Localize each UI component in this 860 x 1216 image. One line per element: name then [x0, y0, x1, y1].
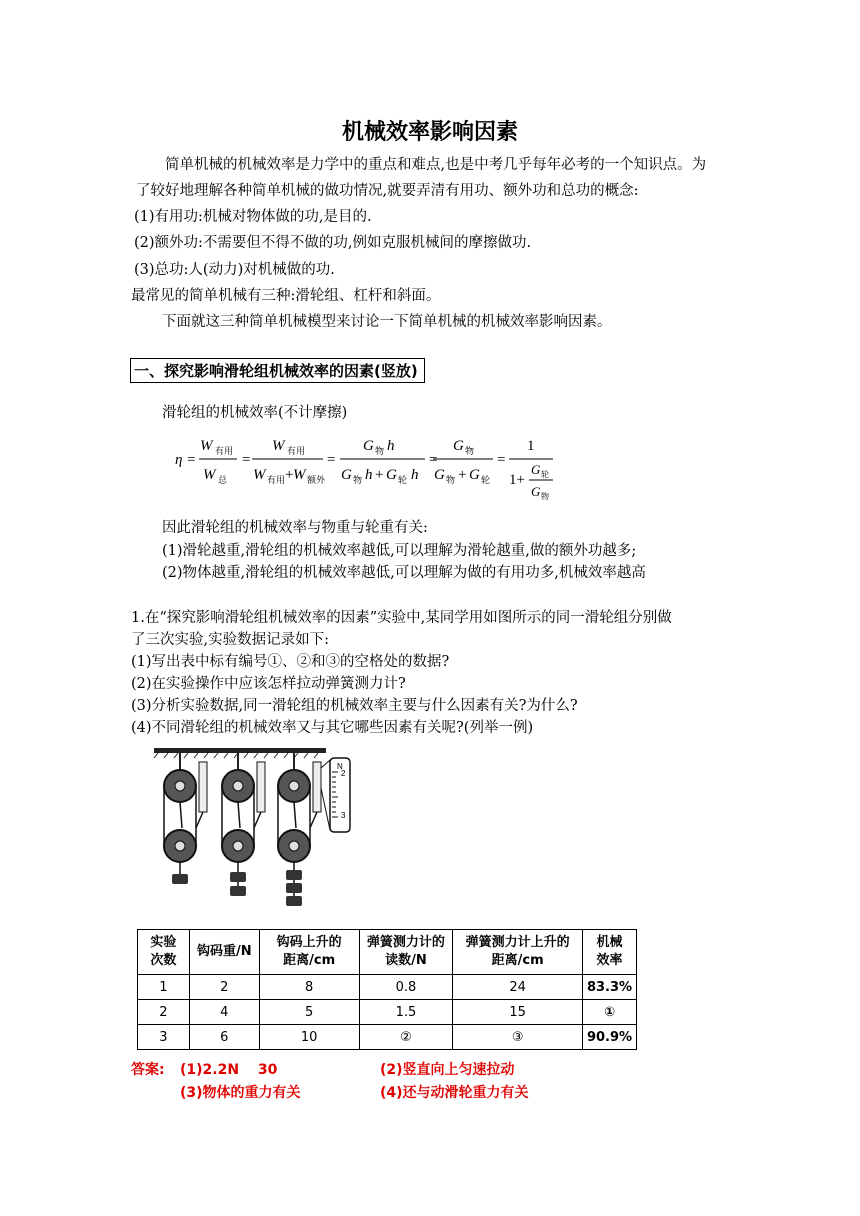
header-scale-distance: 弹簧测力计上升的 距离/cm	[453, 930, 583, 975]
page-title: 机械效率影响因素	[341, 120, 518, 145]
question-2: (2)在实验操作中应该怎样拉动弹簧测力计?	[131, 676, 406, 692]
frac4-den-sub1: 物	[446, 475, 456, 485]
frac1-num-sub: 有用	[215, 446, 234, 456]
intro-discuss: 下面就这三种简单机械模型来讨论一下简单机械的机械效率影响因素。	[162, 314, 612, 330]
frac4-den-G2: G	[469, 467, 480, 483]
equals-1: =	[187, 452, 196, 468]
cell: 1.5	[359, 1000, 453, 1025]
cell: 2	[189, 975, 259, 1000]
frac3-num-sub: 物	[375, 446, 385, 456]
cell: 1	[138, 975, 190, 1000]
header-weight-distance: 钩码上升的 距离/cm	[259, 930, 359, 975]
frac5-den-one-plus: 1+	[509, 472, 525, 488]
frac2-den-sub1: 有用	[267, 475, 286, 485]
conclusion-point-2: (2)物体越重,滑轮组的机械效率越低,可以理解为做的有用功多,机械效率越高	[162, 565, 646, 581]
table-row	[138, 1000, 637, 1025]
scale-unit-label: N	[337, 762, 343, 771]
pulley-diagram	[152, 748, 352, 918]
frac5-inner-G2: G	[531, 484, 541, 499]
question-stem-2: 了三次实验,实验数据记录如下:	[131, 632, 329, 648]
intro-common: 最常见的简单机械有三种:滑轮组、杠杆和斜面。	[131, 288, 441, 304]
frac5-inner-sub1: 轮	[541, 470, 549, 479]
header-scale-reading: 弹簧测力计的 读数/N	[359, 930, 453, 975]
frac5-inner-sub2: 物	[541, 492, 549, 501]
cell: 2	[138, 1000, 190, 1025]
scale-mark-2: 2	[341, 769, 346, 778]
frac3-plus: +	[375, 467, 384, 483]
frac1-den-W: W	[203, 467, 216, 483]
conclusion: 因此滑轮组的机械效率与物重与轮重有关:	[162, 520, 428, 536]
frac3-den-sub1: 物	[353, 475, 363, 485]
equals-2: =	[242, 452, 251, 468]
frac1-den-sub: 总	[218, 475, 228, 485]
efficiency-formula	[175, 432, 565, 506]
frac2-den-W2: W	[293, 467, 306, 483]
cell: 10	[259, 1025, 359, 1050]
question-stem-1: 1.在“探究影响滑轮组机械效率的因素”实验中,某同学用如图所示的同一滑轮组分别做	[131, 610, 672, 626]
frac1-num-W: W	[200, 438, 213, 454]
frac2-den-sub2: 额外	[307, 475, 326, 485]
question-1: (1)写出表中标有编号①、②和③的空格处的数据?	[131, 654, 450, 670]
equals-5: =	[497, 452, 506, 468]
question-3: (3)分析实验数据,同一滑轮组的机械效率主要与什么因素有关?为什么?	[131, 698, 578, 714]
pulley-setup-1	[164, 753, 207, 884]
formula-caption: 滑轮组的机械效率(不计摩擦)	[162, 405, 348, 421]
answer-label: 答案:	[131, 1062, 165, 1078]
frac5-inner-G1: G	[531, 462, 541, 477]
frac3-den-h1: h	[365, 467, 373, 483]
cell: 6	[189, 1025, 259, 1050]
pulley-setup-2	[222, 753, 265, 896]
answer-1: (1)2.2N 30	[180, 1062, 278, 1078]
experiment-table	[137, 929, 637, 1050]
table-row	[138, 1025, 637, 1050]
cell: ③	[453, 1025, 583, 1050]
cell: 90.9%	[582, 1025, 636, 1050]
question-4: (4)不同滑轮组的机械效率又与其它哪些因素有关呢?(列举一例)	[131, 720, 534, 736]
equals-3: =	[327, 452, 336, 468]
intro-line-2: 了较好地理解各种简单机械的做功情况,就要弄清有用功、额外功和总功的概念:	[136, 183, 639, 199]
cell: 4	[189, 1000, 259, 1025]
table-row	[138, 975, 637, 1000]
header-efficiency: 机械 效率	[582, 930, 636, 975]
frac4-num-sub: 物	[465, 446, 475, 456]
cell: 83.3%	[582, 975, 636, 1000]
intro-item-2: (2)额外功:不需要但不得不做的功,例如克服机械间的摩擦做功.	[134, 235, 532, 251]
answer-2: (2)竖直向上匀速拉动	[380, 1062, 515, 1078]
cell: ①	[582, 1000, 636, 1025]
intro-line-1: 简单机械的机械效率是力学中的重点和难点,也是中考几乎每年必考的一个知识点。为	[165, 157, 707, 173]
frac4-plus: +	[458, 467, 467, 483]
eta-symbol: η	[175, 452, 183, 468]
spring-scale-zoom	[321, 758, 350, 832]
frac2-num-W: W	[272, 438, 285, 454]
frac2-num-sub: 有用	[287, 446, 306, 456]
cell: 8	[259, 975, 359, 1000]
frac3-den-sub2: 轮	[398, 475, 408, 485]
cell: 5	[259, 1000, 359, 1025]
cell: 3	[138, 1025, 190, 1050]
cell: 0.8	[359, 975, 453, 1000]
conclusion-point-1: (1)滑轮越重,滑轮组的机械效率越低,可以理解为滑轮越重,做的额外功越多;	[162, 543, 637, 559]
equals-4: =	[429, 452, 438, 468]
frac3-den-G2: G	[386, 467, 397, 483]
frac3-den-G1: G	[341, 467, 352, 483]
frac3-num-h: h	[387, 438, 395, 454]
frac4-den-G1: G	[434, 467, 445, 483]
pulley-setup-3	[278, 753, 321, 906]
answer-3: (3)物体的重力有关	[180, 1085, 301, 1101]
frac5-num-one: 1	[527, 438, 535, 454]
header-trial: 实验 次数	[138, 930, 190, 975]
frac4-num-G: G	[453, 438, 464, 454]
cell: 24	[453, 975, 583, 1000]
intro-item-3: (3)总功:人(动力)对机械做的功.	[134, 262, 335, 278]
answer-4: (4)还与动滑轮重力有关	[380, 1085, 529, 1101]
header-weight: 钩码重/N	[189, 930, 259, 975]
frac4-den-sub2: 轮	[481, 475, 491, 485]
frac3-num-G: G	[363, 438, 374, 454]
section-heading: 一、探究影响滑轮组机械效率的因素(竖放)	[130, 358, 425, 383]
intro-item-1: (1)有用功:机械对物体做的功,是目的.	[134, 209, 372, 225]
table-header-row	[138, 930, 637, 975]
frac2-den-W1: W	[253, 467, 266, 483]
frac3-den-h2: h	[411, 467, 419, 483]
cell: ②	[359, 1025, 453, 1050]
cell: 15	[453, 1000, 583, 1025]
frac2-plus: +	[285, 467, 294, 483]
scale-mark-3: 3	[341, 811, 346, 820]
